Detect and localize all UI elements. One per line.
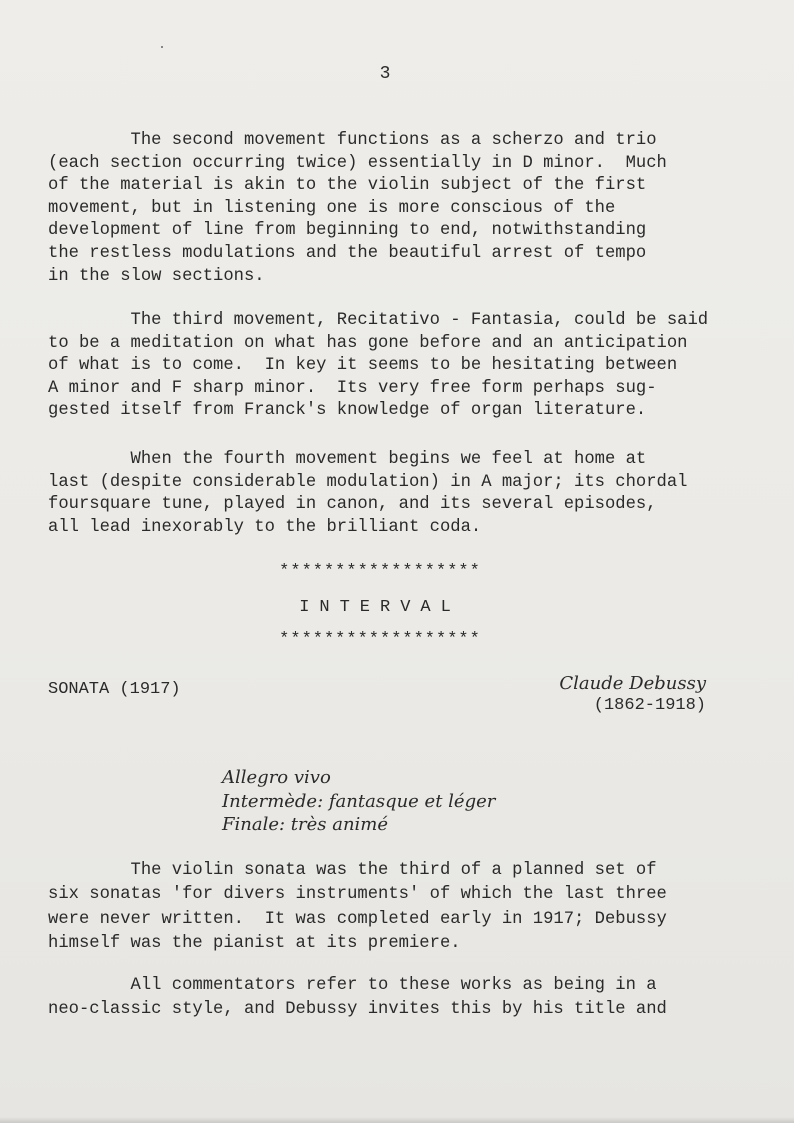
text-line: foursquare tune, played in canon, and its several episodes, [48,495,657,515]
star-divider-bottom: ****************** [279,630,481,649]
text-line: gested itself from Franck's knowledge of organ literature. [48,401,647,421]
text-line: The violin sonata was the third of a planned set of [48,861,657,880]
movement-item: Finale: très animé [222,814,389,835]
text-line: of what is to come. In key it seems to be hesitating between [48,356,678,376]
text-line: six sonatas 'for divers instruments' of which the last three [48,885,667,905]
paragraph-violin-sonata [48,859,768,957]
page-bottom-edge [0,1117,794,1123]
paragraph-neo-classic [48,974,768,1022]
text-line: When the fourth movement begins we feel at home at [48,450,647,469]
text-line: A minor and F sharp minor. Its very free form perhaps sug- [48,378,657,398]
composer-dates: (1862-1918) [593,696,706,715]
text-line: neo-classic style, and Debussy invites this by his title and [48,1000,667,1019]
movement-list [222,766,495,837]
text-line: The second movement functions as a scherzo and trio [48,131,657,150]
text-line: last (despite considerable modulation) in A major; its chordal [48,472,688,492]
text-line: himself was the pianist at its premiere. [48,934,461,954]
text-line: of the material is akin to the violin subject of the first [48,176,647,196]
interval-heading: INTERVAL [299,598,461,617]
text-line: were never written. It was completed early in 1917; Debussy [48,909,667,929]
text-line: all lead inexorably to the brilliant coda. [48,517,482,537]
text-line: the restless modulations and the beautiful arrest of tempo [48,243,647,263]
page-number: 3 [379,64,391,84]
text-line: (each section occurring twice) essentially in D minor. Much [48,153,667,173]
composer-block [559,673,706,717]
text-line: development of line from beginning to end, notwithstanding [48,221,647,241]
paragraph-fourth-movement [48,449,768,539]
paragraph-second-movement [48,130,768,288]
sonata-title: SONATA (1917) [48,680,181,699]
paragraph-third-movement [48,310,768,423]
text-line: in the slow sections. [48,266,265,286]
movement-item: Allegro vivo [222,767,331,788]
movement-item: Intermède: fantasque et léger [222,790,496,812]
star-divider-top: ****************** [279,562,481,581]
text-line: movement, but in listening one is more conscious of the [48,198,616,218]
text-line: to be a meditation on what has gone before and an anticipation [48,333,688,353]
text-line: All commentators refer to these works as being in a [48,976,657,995]
text-line: The third movement, Recitativo - Fantasia, could be said [48,311,709,330]
paper-speck [161,46,163,48]
composer-name: Claude Debussy [559,673,706,694]
